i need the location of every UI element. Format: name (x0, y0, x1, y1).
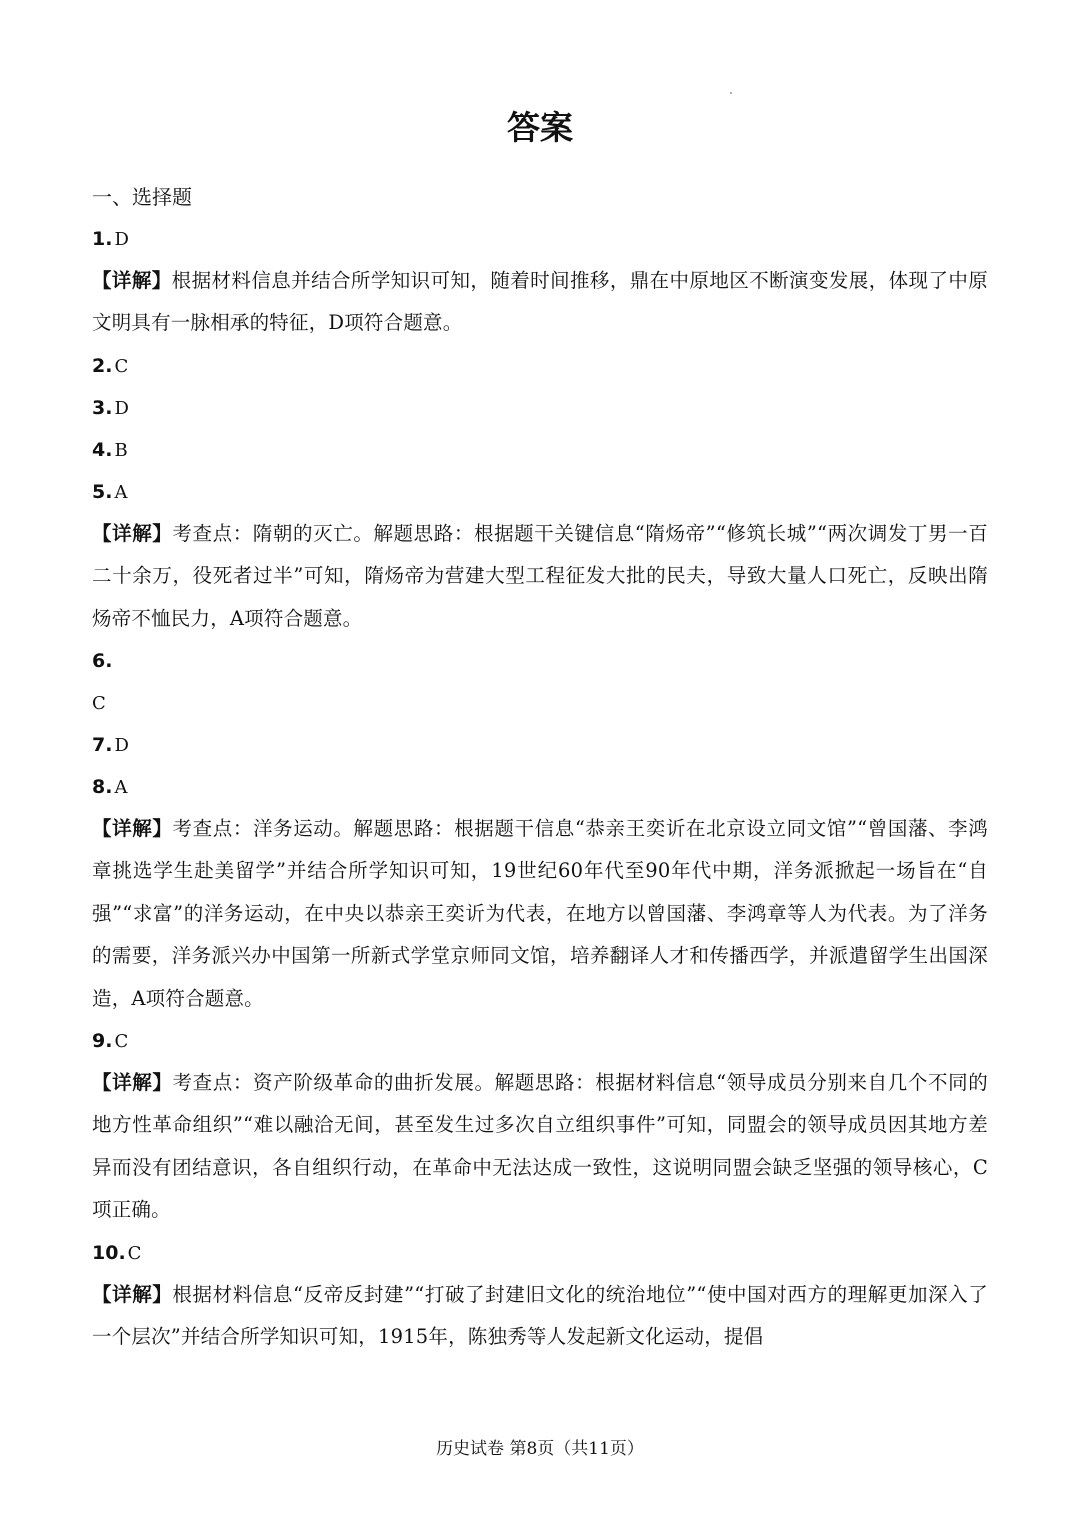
answer-line-6-letter (92, 682, 988, 724)
detail-text: 根据材料信息“反帝反封建”“打破了封建旧文化的统治地位”“使中国对西方的理解更加深入了一个层次”并结合所学知识可知，1915年，陈独秀等人发起新文化运动，提倡 (92, 1282, 988, 1349)
answer-line-2 (92, 345, 988, 387)
section-heading: 一、选择题 (92, 185, 192, 209)
question-number: 10. (92, 1241, 126, 1264)
answer-letter: C (114, 1031, 129, 1053)
answer-letter: A (114, 481, 128, 503)
answer-letter: D (114, 735, 129, 757)
answer-line-9 (92, 1020, 988, 1062)
scan-dot (730, 92, 732, 94)
question-number: 1. (92, 228, 113, 250)
answer-line-5 (92, 471, 988, 513)
answer-line-7 (92, 724, 988, 766)
detail-5 (92, 513, 988, 640)
detail-1 (92, 260, 988, 345)
answer-line-6 (92, 640, 988, 682)
question-number: 8. (92, 776, 113, 799)
page-footer: 历史试卷 第8页（共11页） (436, 1439, 644, 1459)
answer-line-10 (92, 1232, 988, 1274)
answer-letter: A (114, 777, 128, 799)
answer-line-4 (92, 429, 988, 471)
answer-content (92, 176, 988, 1359)
detail-label: 【详解】 (92, 817, 173, 841)
detail-8 (92, 808, 988, 1020)
detail-text: 考查点：隋朝的灭亡。解题思路：根据题干关键信息“隋炀帝”“修筑长城”“两次调发丁男一百二十余万，役死者过半”可知，隋炀帝为营建大型工程征发大批的民夫，导致大量人口死亡，反映出隋炀帝不恤民力，A项符合题意。 (92, 521, 988, 630)
detail-text: 考查点：洋务运动。解题思路：根据题干信息“恭亲王奕䜣在北京设立同文馆”“曾国藩、李鸿章挑选学生赴美留学”并结合所学知识可知，19世纪60年代至90年代中期，洋务派掀起一场旨在“自强”“求富”的洋务运动，在中央以恭亲王奕䜣为代表，在地方以曾国藩、李鸿章等人为代表。为了洋务的需要，洋务派兴办中国第一所新式学堂京师同文馆，培养翻译人才和传播西学，并派遣留学生出国深造，A项符合题意。 (92, 817, 988, 1010)
answer-letter: D (114, 229, 129, 250)
question-number: 5. (92, 480, 113, 503)
answer-line-3 (92, 387, 988, 429)
answer-letter: D (114, 397, 129, 419)
detail-10 (92, 1274, 988, 1359)
detail-label: 【详解】 (92, 521, 173, 545)
question-number: 3. (92, 396, 113, 419)
question-number: 7. (92, 734, 113, 757)
answer-line-1 (92, 218, 988, 260)
detail-label: 【详解】 (92, 269, 172, 292)
answer-letter: C (92, 693, 106, 715)
question-number: 9. (92, 1030, 113, 1053)
page-title: 答案 (507, 108, 573, 147)
detail-text: 考查点：资产阶级革命的曲折发展。解题思路：根据材料信息“领导成员分别来自几个不同的地方性革命组织”“难以融洽无间，甚至发生过多次自立组织事件”可知，同盟会的领导成员因其地方差异而没有团结意识，各自组织行动，在革命中无法达成一致性，这说明同盟会缺乏坚强的领导核心，C项正确。 (92, 1071, 988, 1222)
detail-9 (92, 1062, 988, 1232)
answer-letter: C (114, 355, 129, 377)
question-number: 2. (92, 354, 113, 377)
detail-label: 【详解】 (92, 1071, 173, 1095)
detail-label: 【详解】 (92, 1282, 173, 1306)
question-number: 6. (92, 650, 113, 673)
answer-line-8 (92, 766, 988, 808)
answer-letter: B (114, 439, 128, 461)
answer-letter: C (127, 1242, 142, 1264)
detail-text: 根据材料信息并结合所学知识可知，随着时间推移，鼎在中原地区不断演变发展，体现了中原文明具有一脉相承的特征，D项符合题意。 (92, 269, 988, 335)
question-number: 4. (92, 438, 113, 461)
